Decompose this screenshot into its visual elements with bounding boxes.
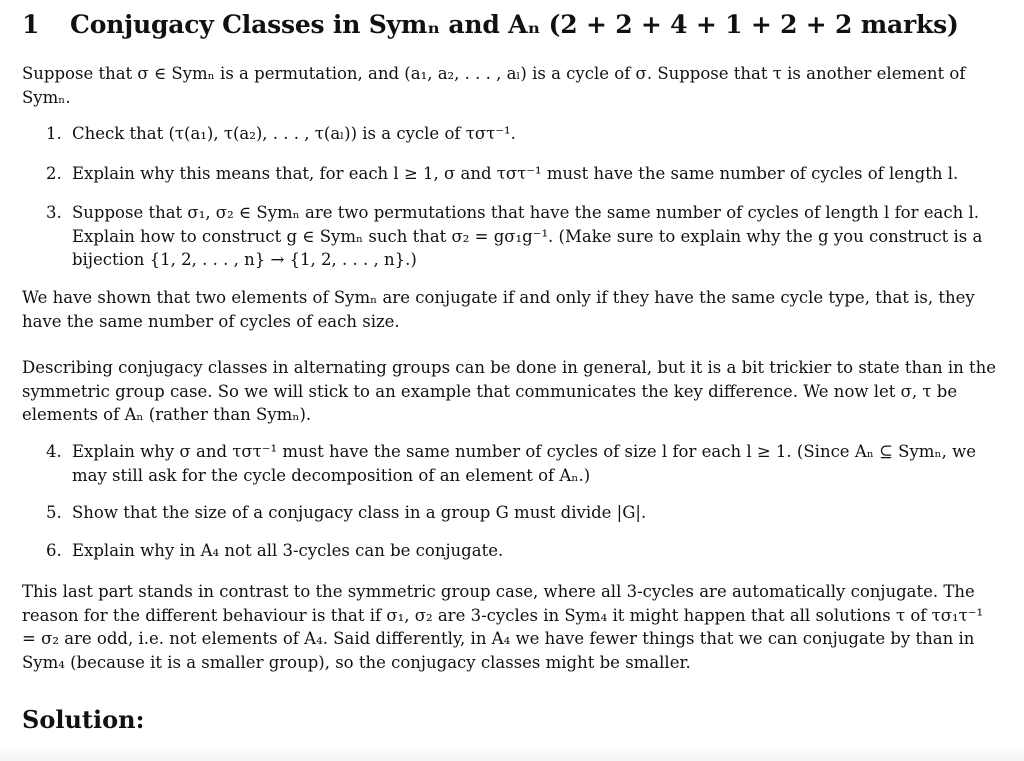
question-text: Check that (τ(a₁), τ(a₂), . . . , τ(aₗ)) is a cycle of τστ⁻¹. [72, 124, 516, 143]
section-heading [22, 10, 1012, 39]
question-item [46, 162, 996, 186]
question-number: 5. [46, 503, 62, 522]
solution-label: Solution: [22, 705, 145, 734]
question-item [46, 539, 996, 563]
question-list-1 [46, 122, 996, 272]
contrast-paragraph: This last part stands in contrast to the symmetric group case, where all 3-cycles are automatically conjugate. The reason for the different behaviour is that if σ₁, σ₂ are 3-cycles in Sym₄ it might happen that all solutions τ of τσ₁τ⁻¹ = σ₂ are odd, i.e. not elements of A₄. Said differently, in A₄ we have fewer things that we can conjugate by than in Sym₄ (because it is a smaller group), so the conjugacy classes might be smaller. [22, 582, 984, 672]
question-item [46, 201, 996, 272]
page-bottom-edge [0, 745, 1024, 761]
question-number: 6. [46, 540, 62, 560]
question-number: 1. [46, 124, 62, 143]
question-text: Explain why σ and τστ⁻¹ must have the same number of cycles of size l for each l ≥ 1. (Since Aₙ ⊆ Symₙ, we may still ask for the cycle decomposition of an element of Aₙ.) [72, 442, 976, 485]
question-number: 2. [46, 163, 62, 183]
intro-paragraph: Suppose that σ ∈ Symₙ is a permutation, and (a₁, a₂, . . . , aₗ) is a cycle of σ. Suppose that τ is another element of Symₙ. [22, 64, 966, 107]
section-number: 1 [22, 10, 40, 39]
conjugate-paragraph: We have shown that two elements of Symₙ are conjugate if and only if they have the same cycle type, that is, they have the same number of cycles of each size. [22, 288, 975, 331]
question-text: Suppose that σ₁, σ₂ ∈ Symₙ are two permutations that have the same number of cycles of length l for each l. Explain how to construct g ∈ Symₙ such that σ₂ = gσ₁g⁻¹. (Make sure to explain why the g you construct is a bijection {1, 2, . . . , n} → {1, 2, . . . , n}.) [72, 203, 983, 269]
question-number: 4. [46, 442, 62, 461]
question-number: 3. [46, 203, 62, 222]
section-title: Conjugacy Classes in Symₙ and Aₙ (2 + 2 + 4 + 1 + 2 + 2 marks) [70, 10, 959, 39]
question-text: Explain why in A₄ not all 3-cycles can be conjugate. [72, 540, 504, 560]
question-text: Show that the size of a conjugacy class in a group G must divide |G|. [72, 503, 647, 522]
question-text: Explain why this means that, for each l ≥ 1, σ and τστ⁻¹ must have the same number of cycles of length l. [72, 163, 959, 183]
question-list-2 [46, 440, 996, 562]
alternating-paragraph: Describing conjugacy classes in alternating groups can be done in general, but it is a bit trickier to state than in the symmetric group case. So we will stick to an example that communicates the key difference. We now let σ, τ be elements of Aₙ (rather than Symₙ). [22, 358, 997, 424]
question-item [46, 122, 996, 146]
question-item [46, 440, 996, 487]
question-item [46, 501, 996, 525]
